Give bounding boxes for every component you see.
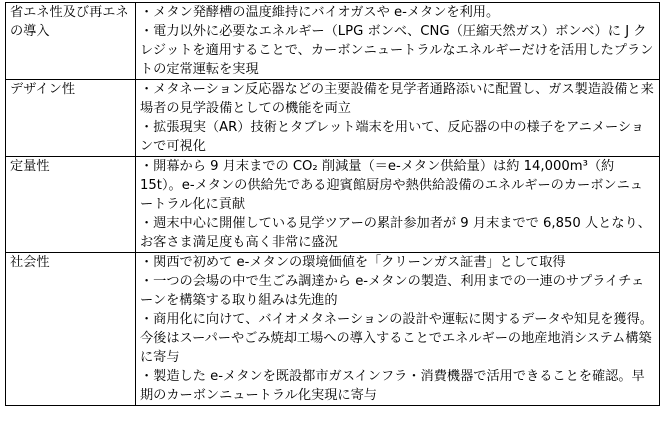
row-category: デザイン性 [6,80,136,157]
row-body [136,3,660,80]
summary-table [5,2,660,406]
table-row [6,157,660,253]
bullet-item: ・関西で初めて e-メタンの環境価値を「クリーンガス証書」として取得 [140,255,566,270]
row-category: 社会性 [6,253,136,406]
table-row [6,80,660,157]
row-category: 省エネ性及び再エネの導入 [6,3,136,80]
bullet-item: ・週末中心に開催している見学ツアーの累計参加者が 9 月末までで 6,850 人となり、お客さま満足度も高く非常に盛況 [140,216,651,250]
bullet-item: ・商用化に向けて、バイオメタネーションの設計や運転に関するデータや知見を獲得。今後はスーパーやごみ焼却工場への導入することでエネルギーの地産地消システム構築に寄与 [140,312,653,365]
bullet-item: ・メタン発酵槽の温度維持にバイオガスや e-メタンを利用。 [140,5,500,20]
row-body [136,253,660,406]
bullet-item: ・一つの会場の中で生ごみ調達から e-メタンの製造、利用までの一連のサプライチェーンを構築する取り組みは先進的 [140,274,645,308]
row-category: 定量性 [6,157,136,253]
table-row [6,3,660,80]
bullet-item: ・拡張現実（AR）技術とタブレット端末を用いて、反応器の中の様子をアニメーションで可視化 [140,120,645,154]
row-body [136,80,660,157]
bullet-item: ・メタネーション反応器などの主要設備を見学者通路添いに配置し、ガス製造設備と来場者の見学設備としての機能を両立 [140,82,654,116]
bullet-item: ・電力以外に必要なエネルギー（LPG ボンベ、CNG（圧縮天然ガス）ボンベ）に J クレジットを適用することで、カーボンニュートラルなエネルギーだけを活用したプラントの定常運転を実現 [140,24,654,77]
table-row [6,253,660,406]
row-body [136,157,660,253]
bullet-item: ・製造した e-メタンを既設都市ガスインフラ・消費機器で活用できることを確認。早期のカーボンニュートラル化実現に寄与 [140,369,645,403]
bullet-item: ・開幕から 9 月末までの CO₂ 削減量（＝e-メタン供給量）は約 14,000m³（約 15t）。e-メタンの供給先である迎賓館厨房や熱供給設備のエネルギーのカーボンニュートラル化に貢献 [140,159,643,212]
